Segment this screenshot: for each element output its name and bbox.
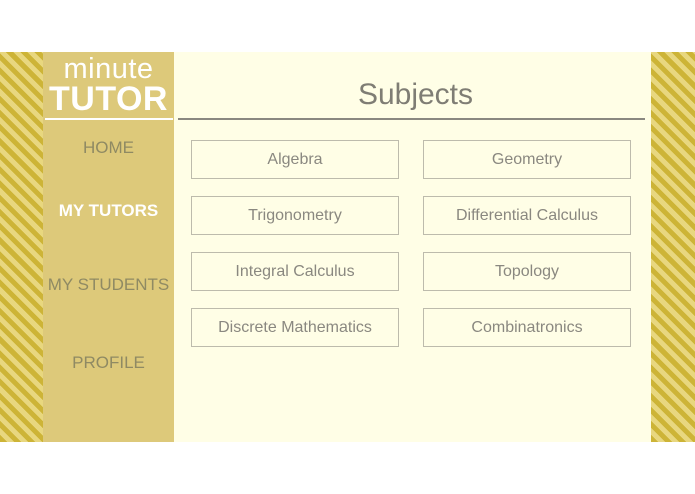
nav-home[interactable]: HOME xyxy=(83,138,134,157)
subject-button-topology[interactable]: Topology xyxy=(423,252,631,291)
app-frame xyxy=(0,52,695,442)
title-divider xyxy=(178,118,645,120)
logo-minute: minute xyxy=(63,53,154,85)
subject-button-algebra[interactable]: Algebra xyxy=(191,140,399,179)
subject-button-integral-calculus[interactable]: Integral Calculus xyxy=(191,252,399,291)
subject-button-discrete-mathematics[interactable]: Discrete Mathematics xyxy=(191,308,399,347)
logo-divider xyxy=(45,118,173,120)
subject-button-trigonometry[interactable]: Trigonometry xyxy=(191,196,399,235)
nav-my-tutors[interactable]: MY TUTORS xyxy=(58,201,159,220)
logo-tutor: TUTOR xyxy=(49,80,168,118)
nav-profile[interactable]: PROFILE xyxy=(72,353,145,372)
subject-button-combinatronics[interactable]: Combinatronics xyxy=(423,308,631,347)
page-title: Subjects xyxy=(357,78,474,111)
left-stripe-border xyxy=(0,52,43,442)
sidebar xyxy=(43,52,174,442)
subject-button-geometry[interactable]: Geometry xyxy=(423,140,631,179)
main-content xyxy=(174,52,651,442)
right-stripe-border xyxy=(651,52,695,442)
nav-my-students[interactable]: MY STUDENTS xyxy=(47,275,170,294)
subject-button-differential-calculus[interactable]: Differential Calculus xyxy=(423,196,631,235)
